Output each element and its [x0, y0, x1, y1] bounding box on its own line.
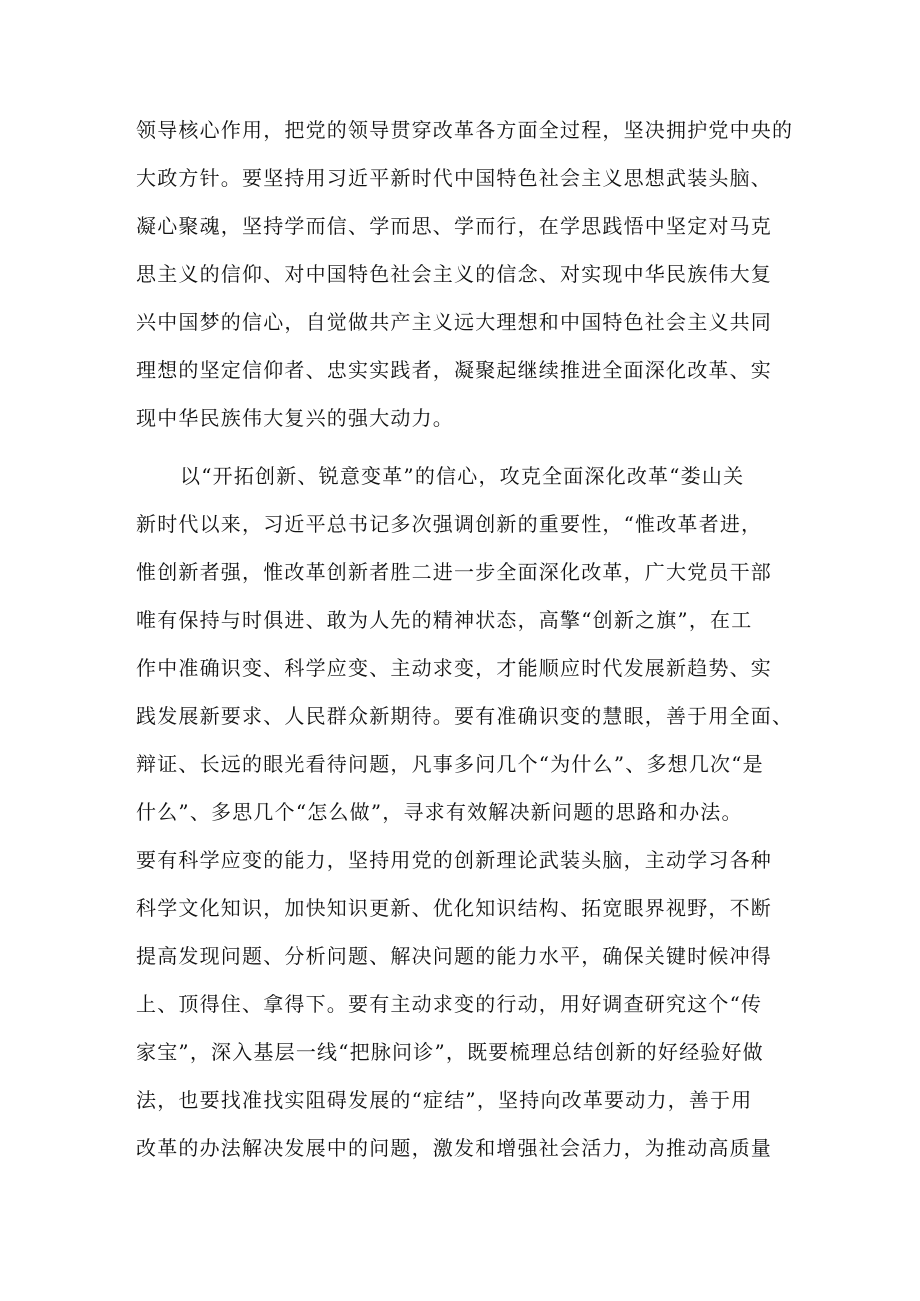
- text-line: 新时代以来，习近平总书记多次强调创新的重要性，“惟改革者进，: [136, 512, 763, 536]
- text-line: 大政方针。要坚持用习近平新时代中国特色社会主义思想武装头脑、: [136, 166, 772, 190]
- text-line: 辩证、长远的眼光看待问题，凡事多问几个“为什么”、多想几次“是: [136, 752, 764, 776]
- text-line: 要有科学应变的能力，坚持用党的创新理论武装头脑，主动学习各种: [136, 848, 772, 872]
- text-line: 什么”、多思几个“怎么做”，寻求有效解决新问题的思路和办法。: [136, 800, 743, 824]
- text-line: 领导核心作用，把党的领导贯穿改革各方面全过程，坚决拥护党中央的: [136, 118, 794, 142]
- text-line: 提高发现问题、分析问题、解决问题的能力水平，确保关键时候冲得: [136, 944, 772, 968]
- paragraph-2: [136, 452, 796, 1172]
- text-line: 上、顶得住、拿得下。要有主动求变的行动，用好调查研究这个“传: [136, 992, 763, 1016]
- text-line: 兴中国梦的信心，自觉做共产主义远大理想和中国特色社会主义共同: [136, 310, 772, 334]
- text-line: 家宝”，深入基层一线“把脉问诊”，既要梳理总结创新的好经验好做: [136, 1040, 764, 1064]
- text-line: 以“开拓创新、锐意变革”的信心，攻克全面深化改革“娄山关: [180, 464, 745, 488]
- paragraph-1: [136, 106, 796, 442]
- text-line: 作中准确识变、科学应变、主动求变，才能顺应时代发展新趋势、实: [136, 656, 772, 680]
- text-line: 现中华民族伟大复兴的强大动力。: [136, 406, 454, 430]
- document-body: [136, 106, 796, 1172]
- text-line: 思主义的信仰、对中国特色社会主义的信念、对实现中华民族伟大复: [136, 262, 772, 286]
- text-line: 法，也要找准找实阻碍发展的“症结”，坚持向改革要动力，善于用: [136, 1088, 753, 1112]
- text-line: 唯有保持与时俱进、敢为人先的精神状态，高擎“创新之旗”，在工: [136, 608, 753, 632]
- text-line: 科学文化知识，加快知识更新、优化知识结构、拓宽眼界视野，不断: [136, 896, 772, 920]
- text-line: 理想的坚定信仰者、忠实实践者，凝聚起继续推进全面深化改革、实: [136, 358, 772, 382]
- text-line: 改革的办法解决发展中的问题，激发和增强社会活力，为推动高质量: [136, 1136, 772, 1160]
- paragraph-gap: [136, 442, 796, 452]
- text-line: 凝心聚魂，坚持学而信、学而思、学而行，在学思践悟中坚定对马克: [136, 214, 772, 238]
- text-line: 惟创新者强，惟改革创新者胜二进一步全面深化改革，广大党员干部: [136, 560, 772, 584]
- text-line: 践发展新要求、人民群众新期待。要有准确识变的慧眼，善于用全面、: [136, 704, 794, 728]
